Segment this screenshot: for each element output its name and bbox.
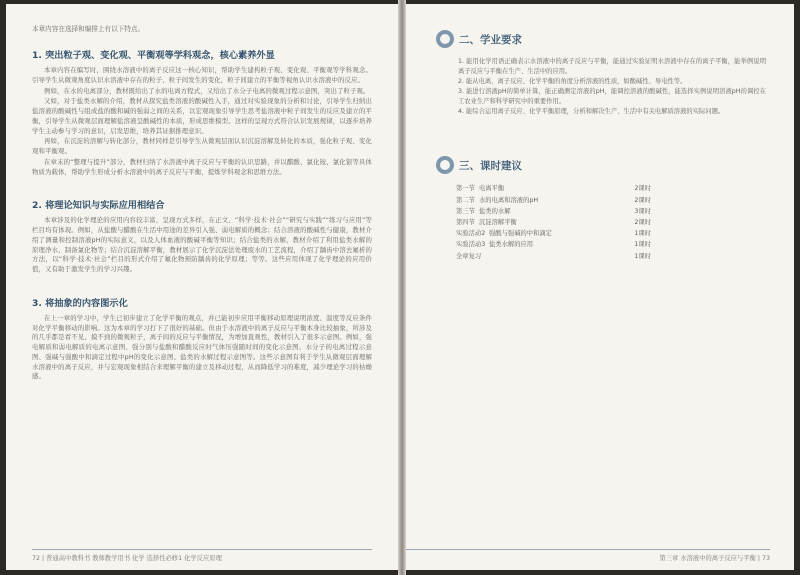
- section-circle-icon: [436, 156, 454, 174]
- schedule-hours: 1课时: [634, 241, 651, 249]
- schedule-code: 第四节: [456, 219, 475, 227]
- schedule-name: 电离平衡: [479, 185, 505, 193]
- schedule-code: 第一节: [456, 185, 475, 193]
- schedule-row: [456, 251, 651, 262]
- schedule-hours: 3课时: [634, 207, 651, 215]
- requirements-heading: [436, 30, 766, 48]
- schedule-name: 全章复习: [456, 252, 482, 260]
- paragraph: 在章末的“整理与提升”部分，教材归纳了水溶液中离子反应与平衡的认识思路，并以醋酸、氯化铵、氯化银等具体物质为载体，帮助学生形成分析水溶液中的离子反应与平衡，提炼学科观念和思维方法。: [32, 157, 372, 176]
- schedule-code: 实验活动2: [456, 230, 486, 238]
- intro-text: 本章内容在选择和编排上有以下特点。: [32, 25, 145, 33]
- schedule-name: 盐类的水解: [479, 207, 511, 215]
- section-title: 3. 将抽象的内容图示化: [32, 297, 128, 309]
- schedule-code: 第三节: [456, 207, 475, 215]
- schedule-row: [456, 217, 651, 228]
- section-2: [32, 197, 372, 275]
- right-page-content: [436, 30, 766, 262]
- schedule-name: 盐类水解的应用: [489, 241, 534, 249]
- schedule-name: 沉淀溶解平衡: [479, 219, 517, 227]
- schedule-row: [456, 206, 651, 217]
- schedule-code: 实验活动3: [456, 241, 486, 249]
- paragraph: 本章涉及的化学理论的应用内容较丰富，呈现方式多样，在正文、“科学·技术·社会”“研究与实践”“练习与应用”等栏目均有体现。例如，从盐酸与醋酸在生活中用途的差异引入强、弱电解质的概念；结合溶液的酸碱性与健康，教材介绍了测量和控制溶液pH的实际意义，以及人体血液的酸碱平衡等知识；结合盐类的水解，教材介绍了利用盐类水解的原理净水、制备氯化物等；结合沉淀溶解平衡，教材展示了化学沉淀法处理废水的工艺流程，介绍了龋齿中溶去氟析的方法，以“科学·技术·社会”栏目的形式介绍了氟化物预防龋齿的化学原理；等等。这些应用体现了化学理论的应用价值，又有助于激发学生的学习兴趣。: [32, 216, 372, 273]
- requirement-item: 2. 能从电离、离子反应、化学平衡的角度分析溶液的性质，如酸碱性、导电性等。: [458, 77, 687, 85]
- paragraph: 又如，对于盐类水解的介绍，教材从探究盐类溶液的酸碱性入手，通过对实验现象的分析和讨论，引导学生归纳出盐溶液的酸碱性与组成盐的酸和碱的强弱之间的关系，以宏观现象引导学生思考盐溶液中粒子间发生的反应及建立的平衡，引导学生从微观层面理解盐溶液呈酸碱性的本质，形成思维模型。这样的呈现方式符合认识发展规律，以逐步培养学生主动参与学习的意识，启发思维，培养其证据推理意识。: [32, 97, 372, 135]
- schedule-heading: [436, 156, 766, 174]
- section-3: [32, 295, 372, 382]
- schedule-name: 强酸与强碱的中和滴定: [489, 230, 552, 238]
- right-page-footer: 第三章 水溶液中的离子反应与平衡 | 73: [406, 549, 770, 562]
- book-gutter: [398, 0, 406, 575]
- schedule-heading-text: 三、课时建议: [459, 159, 522, 172]
- schedule-row: [456, 195, 651, 206]
- schedule-hours: 2课时: [634, 219, 651, 227]
- schedule-code: 第二节: [456, 196, 475, 204]
- section-circle-icon: [436, 30, 454, 48]
- section-1: [32, 47, 372, 177]
- requirements-list: [458, 57, 766, 116]
- requirements-heading-text: 二、学业要求: [459, 33, 522, 46]
- section-title: 2. 将理论知识与实际应用相结合: [32, 200, 165, 212]
- section-title: 1. 突出粒子观、变化观、平衡观等学科观念，核心素养外显: [32, 50, 275, 61]
- left-page: [6, 4, 398, 570]
- paragraph: 本章内容在编写时，围绕水溶液中的离子反应这一核心知识，帮助学生建构粒子观、变化观、平衡观等学科观念。引导学生从微观角度认识水溶液中存在的粒子、粒子间发生的变化，粒子间建立的平衡等视角认识水溶液中的反应。: [32, 66, 372, 84]
- schedule-hours: 1课时: [634, 230, 651, 238]
- requirement-item: 4. 能综合运用离子反应、化学平衡原理，分析和解决生产、生活中有关电解质溶液的实际问题。: [458, 107, 725, 115]
- paragraph: 例如，在水的电离部分，教材既给出了水的电离方程式，又给出了水分子电离的微观过程示意图，突出了粒子观。: [44, 86, 370, 95]
- schedule-hours: 1课时: [634, 252, 651, 260]
- left-page-content: [32, 24, 372, 383]
- left-page-footer: 72 | 普通高中教科书 教师教学用书 化学 选择性必修1 化学反应原理: [32, 549, 372, 562]
- paragraph: 再如，在沉淀的溶解与转化部分，教材同样是引导学生从微观层面认识沉淀溶解及转化的本质，强化粒子观、变化观和平衡观。: [32, 137, 372, 155]
- schedule-hours: 2课时: [634, 196, 651, 204]
- schedule-row: [456, 228, 651, 239]
- paragraph: 在上一章的学习中，学生已初步建立了化学平衡的观点，并已能初步应用平衡移动原理说明浓度、温度等反应条件对化学平衡移动的影响。这为本章的学习打下了很好的基础。但由于水溶液中的离子反应与平衡本身比较抽象，所涉及的几乎都是看不见、摸不到的微观粒子，离子间的反应与平衡情况，为增加直观性，教材引入了很多示意图。例如，强电解质和弱电解质的电离示意图、强分别与盐酸和醋酸反应时气体压强随时间的变化示意图、水分子的电离过程示意图、强碱与强酸中和滴定过程中pH的变化示意图、盐类的水解过程示意图等。这些示意图有利于学生从微观层面理解水溶液中的离子反应，并与宏观现象相结合来理解平衡的建立及移动过程，从而降低学习的难度，减少理论学习的枯燥感。: [32, 313, 372, 381]
- schedule-name: 水的电离和溶液的pH: [479, 196, 539, 204]
- requirement-item: 3. 能进行溶液pH的简单计算，能正确测定溶液的pH，能调控溶液的酸碱性，能选择实例说明溶液pH的调控在工农业生产和科学研究中的重要作用。: [458, 87, 766, 105]
- schedule-table: [456, 183, 651, 261]
- schedule-hours: 2课时: [634, 185, 651, 193]
- right-page: [406, 4, 794, 570]
- schedule-row: [456, 183, 651, 194]
- schedule-row: [456, 239, 651, 250]
- requirement-item: 1. 能用化学用语正确表示水溶液中的离子反应与平衡，能通过实验证明水溶液中存在的离子平衡，能举例说明离子反应与平衡在生产、生活中的应用。: [458, 58, 766, 75]
